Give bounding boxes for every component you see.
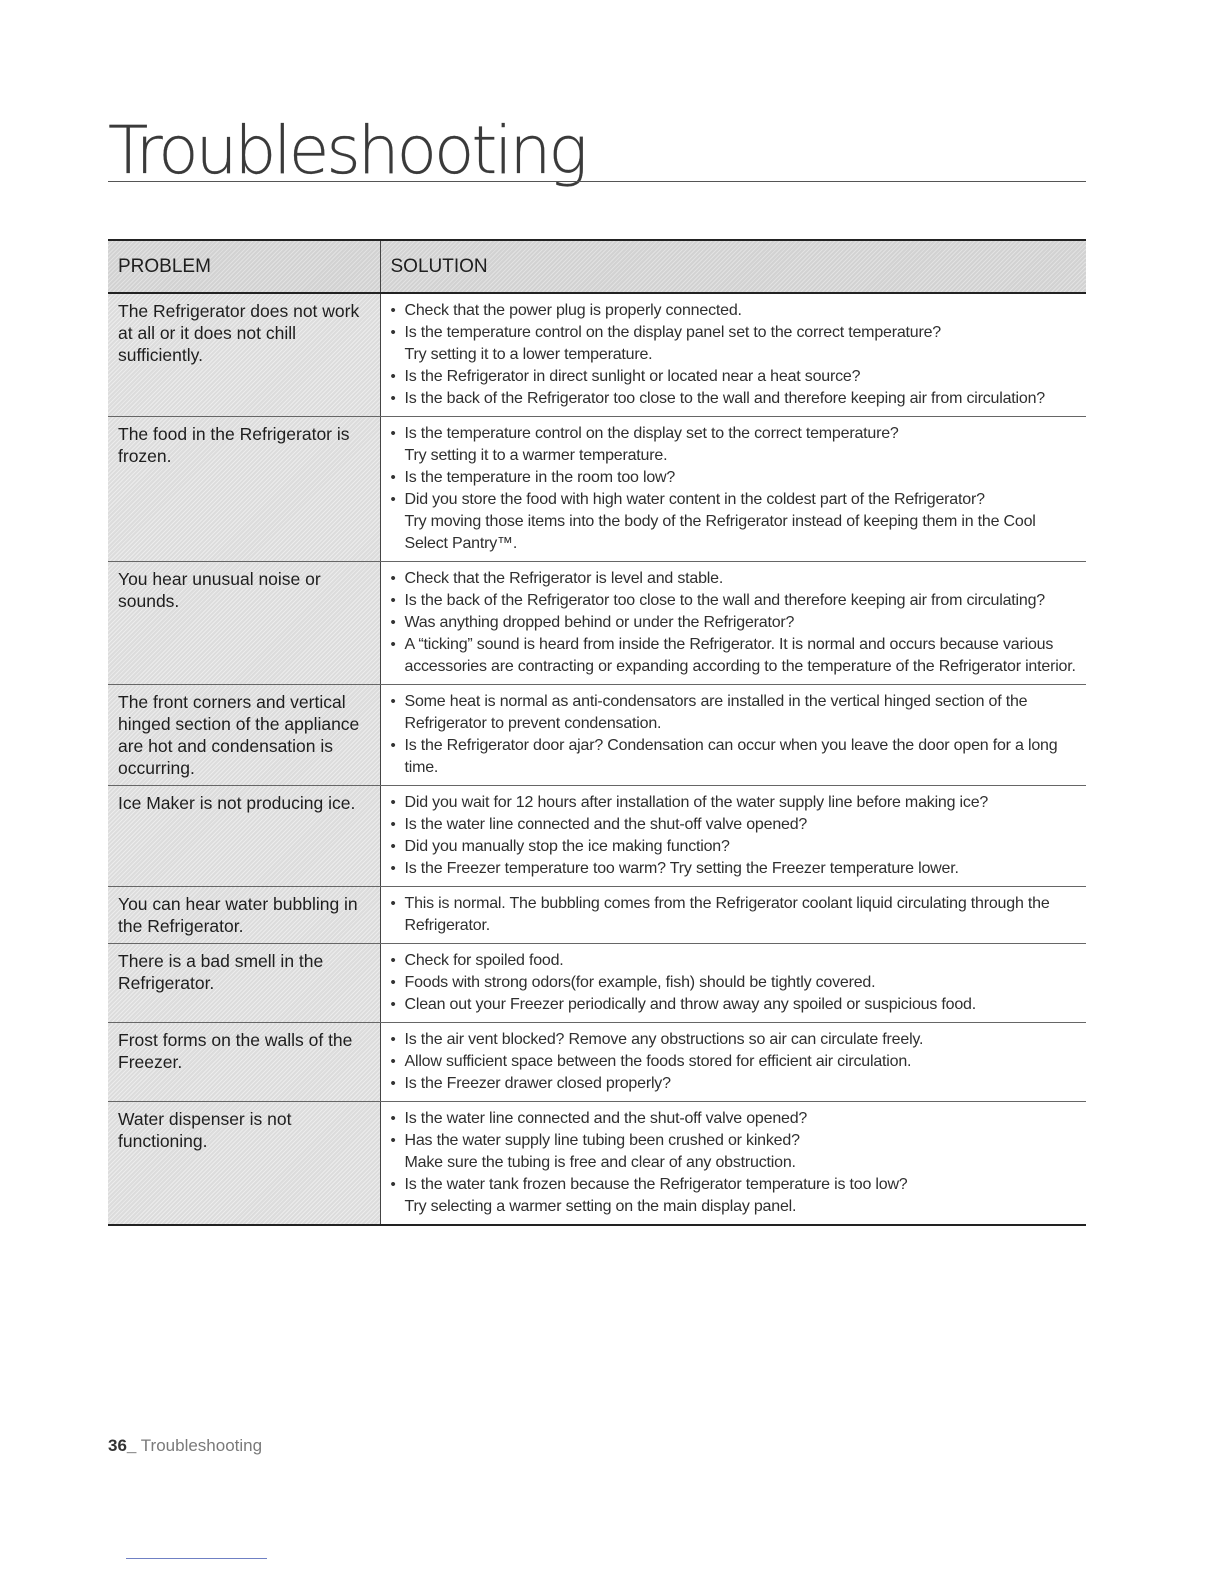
- solution-text: • Is the water line connected and the shut-off valve opened?: [404, 1110, 808, 1127]
- solution-text: • Check that the power plug is properly connected.: [404, 302, 742, 319]
- problem-cell: The Refrigerator does not work at all or it does not chill sufficiently.: [108, 293, 380, 417]
- solution-text: • Clean out your Freezer periodically and throw away any spoiled or suspicious food.: [404, 996, 976, 1013]
- solution-cell: [380, 887, 1086, 944]
- solution-cell: [380, 562, 1086, 685]
- solution-text: • Is the Freezer temperature too warm? Try setting the Freezer temperature lower.: [404, 860, 959, 877]
- solution-followup-text: Make sure the tubing is free and clear of any obstruction.: [404, 1154, 796, 1171]
- solution-item: [391, 814, 1077, 836]
- solution-cell: [380, 1102, 1086, 1226]
- problem-cell: Water dispenser is not functioning.: [108, 1102, 380, 1226]
- solution-item: [391, 792, 1077, 814]
- solution-list: [391, 893, 1077, 937]
- solution-item: [391, 1073, 1077, 1095]
- solution-text: • Is the Freezer drawer closed properly?: [404, 1075, 671, 1092]
- solution-text: • Was anything dropped behind or under the Refrigerator?: [404, 614, 795, 631]
- solution-followup-text: Try moving those items into the body of the Refrigerator instead of keeping them in the Cool Select Pantry™.: [404, 513, 1036, 552]
- table-row: [108, 1023, 1086, 1102]
- solution-cell: [380, 1023, 1086, 1102]
- solution-text: • Check that the Refrigerator is level and stable.: [404, 570, 724, 587]
- solution-text: • Is the water line connected and the shut-off valve opened?: [404, 816, 808, 833]
- solution-item: [391, 489, 1077, 555]
- table-row: [108, 293, 1086, 417]
- solution-text: • This is normal. The bubbling comes from the Refrigerator coolant liquid circulating through the Refrigerator.: [404, 895, 1050, 934]
- solution-item: [391, 972, 1077, 994]
- solution-cell: [380, 944, 1086, 1023]
- solution-text: • Foods with strong odors(for example, fish) should be tightly covered.: [404, 974, 876, 991]
- solution-list: [391, 568, 1077, 678]
- solution-item: [391, 590, 1077, 612]
- table-row: [108, 786, 1086, 887]
- problem-column-header: PROBLEM: [108, 240, 380, 293]
- solution-followup-text: Try setting it to a lower temperature.: [404, 346, 653, 363]
- solution-cell: [380, 685, 1086, 786]
- problem-cell: The food in the Refrigerator is frozen.: [108, 417, 380, 562]
- solution-list: [391, 1029, 1077, 1095]
- table-row: [108, 944, 1086, 1023]
- solution-text: • Is the temperature control on the display panel set to the correct temperature?: [404, 324, 942, 341]
- solution-list: [391, 1108, 1077, 1218]
- solution-text: • Is the air vent blocked? Remove any obstructions so air can circulate freely.: [404, 1031, 924, 1048]
- solution-item: [391, 322, 1077, 366]
- solution-text: • Check for spoiled food.: [404, 952, 564, 969]
- solution-text: • Some heat is normal as anti-condensators are installed in the vertical hinged section of the Refrigerator to prevent condensation.: [404, 693, 1028, 732]
- solution-item: [391, 735, 1077, 779]
- scan-edge-line: [126, 1558, 267, 1559]
- solution-item: [391, 1029, 1077, 1051]
- solution-item: [391, 836, 1077, 858]
- table-row: [108, 887, 1086, 944]
- page-footer: [108, 1436, 262, 1456]
- page-title: Troubleshooting: [108, 112, 585, 189]
- solution-item: [391, 300, 1077, 322]
- solution-item: [391, 568, 1077, 590]
- problem-cell: Ice Maker is not producing ice.: [108, 786, 380, 887]
- solution-text: • Is the Refrigerator door ajar? Condensation can occur when you leave the door open for a long time.: [404, 737, 1058, 776]
- title-rule: [108, 181, 1086, 182]
- solution-text: • Is the back of the Refrigerator too close to the wall and therefore keeping air from circulating?: [404, 592, 1046, 609]
- solution-item: [391, 366, 1077, 388]
- problem-cell: You hear unusual noise or sounds.: [108, 562, 380, 685]
- solution-followup-text: Try selecting a warmer setting on the main display panel.: [404, 1198, 797, 1215]
- solution-column-header: SOLUTION: [380, 240, 1086, 293]
- solution-text: • Is the temperature in the room too low?: [404, 469, 676, 486]
- footer-section-name: Troubleshooting: [136, 1436, 263, 1455]
- solution-text: • Did you store the food with high water content in the coldest part of the Refrigerator?: [404, 491, 985, 508]
- solution-item: [391, 1108, 1077, 1130]
- problem-cell: There is a bad smell in the Refrigerator.: [108, 944, 380, 1023]
- solution-text: • Allow sufficient space between the foods stored for efficient air circulation.: [404, 1053, 912, 1070]
- solution-cell: [380, 293, 1086, 417]
- page-number: 36_: [108, 1436, 137, 1455]
- solution-text: • Did you manually stop the ice making function?: [404, 838, 730, 855]
- solution-cell: [380, 786, 1086, 887]
- solution-list: [391, 691, 1077, 779]
- solution-item: [391, 950, 1077, 972]
- solution-item: [391, 893, 1077, 937]
- solution-cell: [380, 417, 1086, 562]
- problem-cell: Frost forms on the walls of the Freezer.: [108, 1023, 380, 1102]
- table-row: [108, 685, 1086, 786]
- solution-item: [391, 1174, 1077, 1218]
- solution-item: [391, 634, 1077, 678]
- table-row: [108, 417, 1086, 562]
- solution-item: [391, 612, 1077, 634]
- solution-text: • Is the water tank frozen because the Refrigerator temperature is too low?: [404, 1176, 908, 1193]
- solution-item: [391, 388, 1077, 410]
- table-row: [108, 562, 1086, 685]
- solution-list: [391, 300, 1077, 410]
- solution-text: • Is the Refrigerator in direct sunlight or located near a heat source?: [404, 368, 861, 385]
- solution-text: • Is the back of the Refrigerator too close to the wall and therefore keeping air from circulation?: [404, 390, 1046, 407]
- solution-list: [391, 423, 1077, 555]
- solution-text: • Is the temperature control on the display set to the correct temperature?: [404, 425, 899, 442]
- solution-followup-text: Try setting it to a warmer temperature.: [404, 447, 668, 464]
- troubleshooting-table: [108, 239, 1086, 1226]
- solution-text: • A “ticking” sound is heard from inside the Refrigerator. It is normal and occurs because various accessories are contracting or expanding according to the temperature of the Refrigerator interior.: [404, 636, 1076, 675]
- solution-item: [391, 423, 1077, 467]
- table-row: [108, 1102, 1086, 1226]
- solution-item: [391, 467, 1077, 489]
- solution-list: [391, 950, 1077, 1016]
- problem-cell: The front corners and vertical hinged section of the appliance are hot and condensation is occurring.: [108, 685, 380, 786]
- solution-text: • Did you wait for 12 hours after installation of the water supply line before making ice?: [404, 794, 989, 811]
- solution-text: • Has the water supply line tubing been crushed or kinked?: [404, 1132, 800, 1149]
- solution-item: [391, 1051, 1077, 1073]
- solution-item: [391, 994, 1077, 1016]
- solution-item: [391, 858, 1077, 880]
- table-body: [108, 293, 1086, 1225]
- problem-cell: You can hear water bubbling in the Refrigerator.: [108, 887, 380, 944]
- table-header-row: [108, 240, 1086, 293]
- solution-item: [391, 1130, 1077, 1174]
- solution-list: [391, 792, 1077, 880]
- solution-item: [391, 691, 1077, 735]
